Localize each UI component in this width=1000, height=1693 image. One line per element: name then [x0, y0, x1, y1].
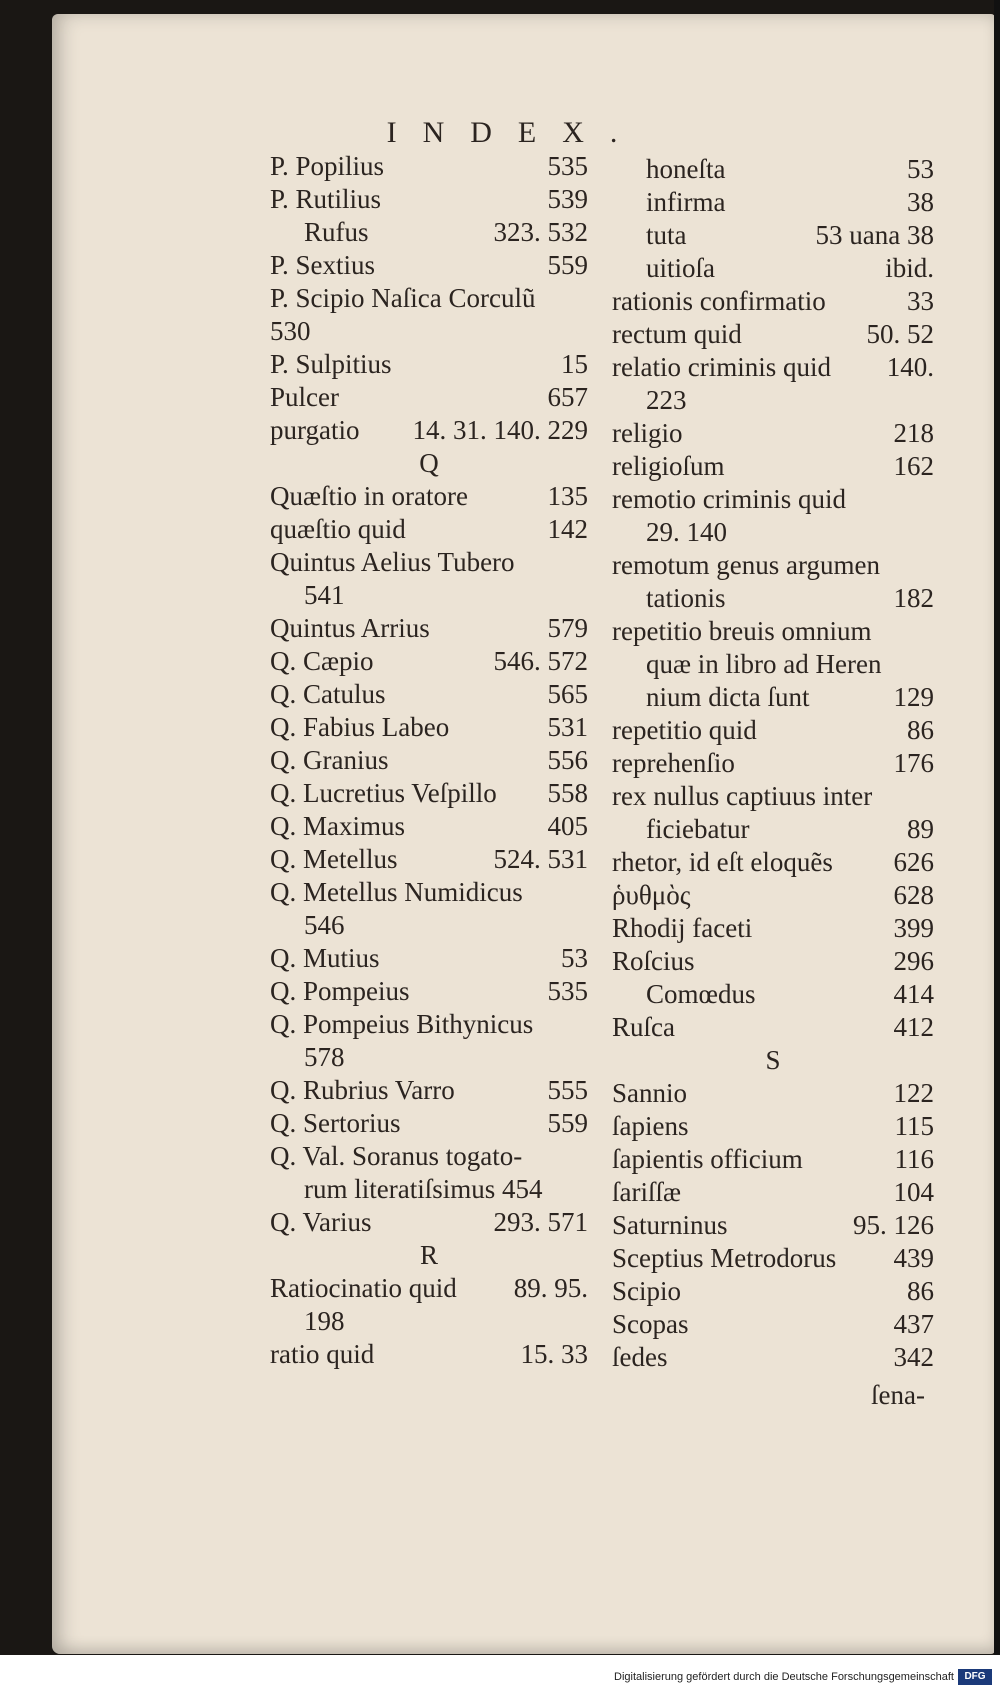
entry-term: Ratiocinatio quid: [270, 1273, 457, 1303]
entry-page-ref: 559: [547, 1108, 588, 1138]
entry-term: ſapiens: [612, 1111, 689, 1141]
index-entry: [270, 678, 588, 711]
index-entry: [270, 183, 588, 216]
index-entry: [612, 549, 934, 582]
entry-term: rationis confirmatio: [612, 286, 826, 316]
index-entry: [270, 1338, 588, 1371]
entry-page-ref: 579: [547, 613, 588, 643]
entry-term: Q. Val. Soranus togato-: [270, 1141, 523, 1171]
entry-page-ref: 559: [547, 250, 588, 280]
footer-credit: Digitalisierung gefördert durch die Deutsche Forschungsgemeinschaft: [614, 1671, 954, 1683]
entry-term: uitioſa: [646, 253, 715, 283]
index-entry: [270, 216, 588, 249]
entry-page-ref: 182: [893, 583, 934, 613]
index-entry: [612, 978, 934, 1011]
entry-page-ref: 53: [907, 154, 934, 184]
entry-page-ref: 142: [547, 514, 588, 544]
entry-page-ref: 129: [893, 682, 934, 712]
index-entry: [270, 612, 588, 645]
entry-page-ref: 555: [547, 1075, 588, 1105]
entry-term: remotum genus argumen: [612, 550, 880, 580]
entry-term: Q: [419, 448, 439, 478]
entry-page-ref: 531: [547, 712, 588, 742]
entry-page-ref: 405: [547, 811, 588, 841]
entry-term: Q. Fabius Labeo: [270, 712, 450, 742]
entry-page-ref: 122: [893, 1078, 934, 1108]
index-entry: [612, 384, 934, 417]
entry-page-ref: 89: [907, 814, 934, 844]
entry-term: P. Sulpitius: [270, 349, 392, 379]
entry-term: Quintus Arrius: [270, 613, 430, 643]
index-entry: [270, 744, 588, 777]
index-entry: [612, 252, 934, 285]
entry-term: tuta: [646, 220, 687, 250]
entry-term: tationis: [646, 583, 726, 613]
entry-page-ref: 176: [893, 748, 934, 778]
entry-page-ref: 342: [893, 1342, 934, 1372]
index-entry: [270, 645, 588, 678]
entry-page-ref: 539: [547, 184, 588, 214]
index-entry: [270, 1008, 588, 1041]
index-column-right: [612, 153, 934, 1374]
entry-term: infirma: [646, 187, 726, 217]
entry-term: honeſta: [646, 154, 726, 184]
index-entry: [270, 1140, 588, 1173]
entry-page-ref: 15. 33: [520, 1339, 588, 1369]
entry-term: Q. Rubrius Varro: [270, 1075, 455, 1105]
index-entry: [270, 1041, 588, 1074]
index-entry: [612, 318, 934, 351]
entry-term: Q. Sertorius: [270, 1108, 401, 1138]
index-entry: [612, 945, 934, 978]
entry-term: quæ in libro ad Heren: [646, 649, 882, 679]
entry-page-ref: 556: [547, 745, 588, 775]
index-entry: [270, 513, 588, 546]
index-entry: [612, 483, 934, 516]
index-entry: [612, 285, 934, 318]
entry-term: ῥυθμὸς: [612, 880, 691, 910]
index-entry: [612, 1209, 934, 1242]
entry-term: Rufus: [304, 217, 369, 247]
entry-page-ref: 437: [893, 1309, 934, 1339]
entry-term: 578: [304, 1042, 345, 1072]
entry-term: Comœdus: [646, 979, 756, 1009]
entry-term: Quæſtio in oratore: [270, 481, 468, 511]
entry-term: Q. Maximus: [270, 811, 405, 841]
entry-term: quæſtio quid: [270, 514, 406, 544]
entry-page-ref: 412: [893, 1012, 934, 1042]
entry-page-ref: 115: [894, 1111, 934, 1141]
page-header: INDEX.: [386, 116, 644, 149]
index-entry: [612, 1143, 934, 1176]
index-entry: [612, 351, 934, 384]
entry-term: 223: [646, 385, 687, 415]
entry-term: Q. Catulus: [270, 679, 386, 709]
index-entry: [612, 219, 934, 252]
entry-page-ref: 414: [893, 979, 934, 1009]
catchword: ſena-: [871, 1380, 925, 1410]
entry-term: Q. Cæpio: [270, 646, 374, 676]
entry-term: P. Sextius: [270, 250, 376, 280]
entry-term: rex nullus captiuus inter: [612, 781, 873, 811]
index-entry: [270, 975, 588, 1008]
entry-page-ref: 15: [561, 349, 588, 379]
entry-page-ref: 218: [893, 418, 934, 448]
entry-term: Q. Granius: [270, 745, 389, 775]
index-entry: [270, 546, 588, 579]
entry-term: P. Popilius: [270, 151, 385, 181]
entry-term: 29. 140: [646, 517, 727, 547]
entry-term: ficiebatur: [646, 814, 750, 844]
entry-page-ref: 50. 52: [866, 319, 934, 349]
index-entry: [270, 1206, 588, 1239]
entry-term: Sceptius Metrodorus: [612, 1243, 837, 1273]
entry-term: repetitio quid: [612, 715, 757, 745]
entry-term: R: [419, 1240, 438, 1270]
index-entry: [612, 1110, 934, 1143]
entry-term: religioſum: [612, 451, 725, 481]
entry-term: Scopas: [612, 1309, 689, 1339]
index-entry: [612, 912, 934, 945]
entry-page-ref: 439: [893, 1243, 934, 1273]
entry-page-ref: 535: [547, 151, 588, 181]
entry-page-ref: 95. 126: [853, 1210, 934, 1240]
entry-page-ref: 53 uana 38: [815, 220, 934, 250]
entry-term: reprehenſio: [612, 748, 735, 778]
index-entry: [270, 150, 588, 183]
entry-page-ref: 628: [893, 880, 934, 910]
index-entry: [270, 348, 588, 381]
index-entry: [612, 1176, 934, 1209]
index-entry: [270, 777, 588, 810]
entry-term: Q. Lucretius Veſpillo: [270, 778, 497, 808]
dfg-logo: DFG: [958, 1669, 992, 1685]
index-entry: [612, 582, 934, 615]
entry-page-ref: 546. 572: [493, 646, 588, 676]
entry-term: 541: [304, 580, 345, 610]
entry-term: 530: [270, 316, 311, 346]
entry-term: Q. Pompeius Bithynicus: [270, 1009, 534, 1039]
page-edge: [994, 0, 1000, 1693]
entry-page-ref: 89. 95.: [513, 1273, 588, 1303]
entry-page-ref: 323. 532: [493, 217, 588, 247]
entry-term: Q. Metellus: [270, 844, 398, 874]
index-entry: [612, 879, 934, 912]
entry-term: Q. Pompeius: [270, 976, 410, 1006]
index-entry: [612, 153, 934, 186]
index-entry: [270, 876, 588, 909]
entry-page-ref: 293. 571: [493, 1207, 588, 1237]
entry-term: remotio criminis quid: [612, 484, 846, 514]
index-entry: [612, 1341, 934, 1374]
index-entry: [270, 381, 588, 414]
entry-term: P. Scipio Naſica Corculũ: [270, 283, 536, 313]
index-entry: [612, 450, 934, 483]
entry-page-ref: 135: [547, 481, 588, 511]
entry-term: Q. Mutius: [270, 943, 380, 973]
index-entry: [612, 1308, 934, 1341]
entry-term: P. Rutilius: [270, 184, 382, 214]
entry-page-ref: 565: [547, 679, 588, 709]
entry-page-ref: 86: [907, 1276, 934, 1306]
index-entry: [270, 249, 588, 282]
index-entry: [270, 1074, 588, 1107]
entry-term: Sannio: [612, 1078, 688, 1108]
index-entry: [270, 414, 588, 447]
entry-term: relatio criminis quid: [612, 352, 831, 382]
entry-page-ref: 162: [893, 451, 934, 481]
entry-term: Q. Varius: [270, 1207, 372, 1237]
section-letter: [270, 1239, 588, 1272]
index-entry: [612, 516, 934, 549]
index-entry: [270, 579, 588, 612]
section-letter: [270, 447, 588, 480]
index-entry: [612, 813, 934, 846]
entry-page-ref: 657: [547, 382, 588, 412]
index-entry: [270, 843, 588, 876]
index-entry: [612, 1242, 934, 1275]
entry-term: religio: [612, 418, 683, 448]
index-entry: [270, 480, 588, 513]
index-entry: [270, 1272, 588, 1305]
entry-page-ref: 38: [907, 187, 934, 217]
entry-term: Quintus Aelius Tubero: [270, 547, 515, 577]
index-entry: [612, 1077, 934, 1110]
entry-term: Ruſca: [612, 1012, 675, 1042]
index-entry: [612, 780, 934, 813]
entry-page-ref: 104: [893, 1177, 934, 1207]
index-entry: [270, 711, 588, 744]
entry-term: Roſcius: [612, 946, 695, 976]
index-entry: [270, 282, 588, 315]
index-entry: [270, 909, 588, 942]
entry-term: ſariſſæ: [612, 1177, 681, 1207]
entry-term: nium dicta ſunt: [646, 682, 810, 712]
entry-page-ref: 86: [907, 715, 934, 745]
index-entry: [612, 1011, 934, 1044]
index-entry: [612, 681, 934, 714]
index-entry: [270, 810, 588, 843]
entry-page-ref: 524. 531: [493, 844, 588, 874]
index-entry: [612, 714, 934, 747]
index-entry: [612, 186, 934, 219]
index-entry: [270, 1305, 588, 1338]
entry-term: Scipio: [612, 1276, 682, 1306]
entry-page-ref: 626: [893, 847, 934, 877]
entry-term: 198: [304, 1306, 345, 1336]
index-entry: [270, 942, 588, 975]
entry-page-ref: ibid.: [885, 253, 934, 283]
entry-term: Q. Metellus Numidicus: [270, 877, 523, 907]
index-column-left: [270, 150, 588, 1371]
entry-page-ref: 116: [894, 1144, 934, 1174]
entry-term: Pulcer: [270, 382, 339, 412]
entry-page-ref: 33: [907, 286, 934, 316]
index-entry: [612, 615, 934, 648]
entry-page-ref: 296: [893, 946, 934, 976]
entry-term: S: [765, 1045, 781, 1075]
entry-page-ref: 535: [547, 976, 588, 1006]
entry-page-ref: 558: [547, 778, 588, 808]
index-entry: [270, 1173, 588, 1206]
index-entry: [612, 417, 934, 450]
entry-term: repetitio breuis omnium: [612, 616, 872, 646]
index-entry: [270, 315, 588, 348]
index-entry: [612, 846, 934, 879]
entry-term: Rhodij faceti: [612, 913, 753, 943]
index-entry: [270, 1107, 588, 1140]
entry-page-ref: 399: [893, 913, 934, 943]
entry-page-ref: 140.: [886, 352, 934, 382]
entry-term: rhetor, id eſt eloquẽs: [612, 847, 833, 877]
entry-term: 546: [304, 910, 345, 940]
entry-page-ref: 53: [561, 943, 588, 973]
section-letter: [612, 1044, 934, 1077]
index-entry: [612, 1275, 934, 1308]
entry-term: ſedes: [612, 1342, 668, 1372]
entry-term: rectum quid: [612, 319, 742, 349]
entry-term: rum literatiſsimus 454: [304, 1174, 543, 1204]
entry-term: ratio quid: [270, 1339, 375, 1369]
entry-term: Saturninus: [612, 1210, 728, 1240]
index-entry: [612, 648, 934, 681]
entry-page-ref: 14. 31. 140. 229: [412, 415, 588, 445]
index-entry: [612, 747, 934, 780]
entry-term: purgatio: [270, 415, 360, 445]
entry-term: ſapientis officium: [612, 1144, 803, 1174]
